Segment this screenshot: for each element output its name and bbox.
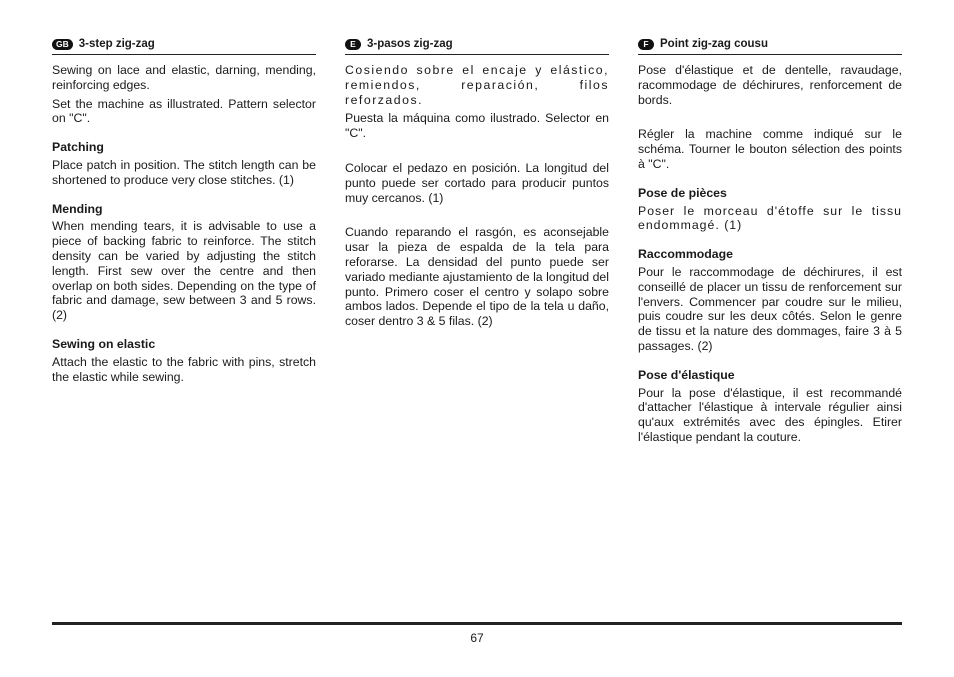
french-column — [638, 36, 902, 445]
section-title: 3-step zig-zag — [78, 38, 155, 51]
footer-divider — [52, 622, 902, 625]
english-column — [52, 36, 316, 384]
elastique-text: Pour la pose d'élastique, il est recommandé d'attacher l'élastique à intervale régulier ainsi qu'aux extrémités avec des épingles. Etirer l'élastique pendant la couture. — [638, 385, 902, 444]
raccommodage-text: Pour le raccommodage de déchirures, il est conseillé de placer un tissu de renforcement sur l'envers. Commencer par coudre sur le milieu, puis coudre sur les deux côtés. Selon le genre de tissu et la nature des dommages, faire 3 à 5 passages. (2) — [638, 264, 902, 353]
intro-paragraph: Cosiendo sobre el encaje y elástico, remiendos, reparación, filos reforzados. — [345, 63, 609, 107]
intro-paragraph: Sewing on lace and elastic, darning, mending, reinforcing edges. — [52, 63, 316, 92]
mending-text: Cuando reparando el rasgón, es aconsejable usar la pieza de espalda de la tela para reforarse. La densidad del punto puede ser variado mediante ajustamiento de la longitud del punto. Primero coser el centro y solapo sobre ambos lados. Depende el tipo de la tela u daño, coser dentro 3 & 5 filas. (2) — [345, 225, 609, 329]
language-badge-e: E — [345, 39, 361, 50]
section-title: 3-pasos zig-zag — [367, 38, 453, 51]
mending-heading: Mending — [52, 201, 103, 216]
patching-text: Place patch in position. The stitch length can be shortened to produce very close stitches. (1) — [52, 157, 316, 187]
spanish-header — [345, 36, 609, 55]
section-title: Point zig-zag cousu — [660, 38, 768, 51]
setup-paragraph: Régler la machine comme indiqué sur le schéma. Tourner le bouton sélection des points à "C". — [638, 127, 902, 171]
elastic-text: Attach the elastic to the fabric with pins, stretch the elastic while sewing. — [52, 354, 316, 384]
pieces-text: Poser le morceau d'étoffe sur le tissu endommagé. (1) — [638, 203, 902, 233]
language-badge-gb: GB — [52, 39, 73, 50]
elastic-heading: Sewing on elastic — [52, 336, 156, 351]
patching-text: Colocar el pedazo en posición. La longitud del punto puede ser cortado para producir puntos muy cercanos. (1) — [345, 160, 609, 205]
spanish-column — [345, 36, 609, 329]
setup-paragraph: Set the machine as illustrated. Pattern selector on "C". — [52, 96, 316, 126]
pieces-heading: Pose de pièces — [638, 185, 727, 200]
elastique-heading: Pose d'élastique — [638, 367, 735, 382]
language-badge-f: F — [638, 39, 654, 50]
setup-paragraph: Puesta la máquina como ilustrado. Selector en "C". — [345, 111, 609, 141]
page-number: 67 — [470, 631, 484, 645]
patching-heading: Patching — [52, 140, 104, 155]
english-header — [52, 36, 316, 55]
raccommodage-heading: Raccommodage — [638, 247, 733, 262]
mending-text: When mending tears, it is advisable to use a piece of backing fabric to reinforce. The stitch density can be varied by adjusting the stitch length. First sew over the centre and then overlap on both sides. Depending on the type of fabric and damage, sew between 3 and 5 rows. (2) — [52, 219, 316, 323]
french-header — [638, 36, 902, 55]
intro-paragraph: Pose d'élastique et de dentelle, ravaudage, racommodage de déchirures, renforcement de bords. — [638, 63, 902, 107]
